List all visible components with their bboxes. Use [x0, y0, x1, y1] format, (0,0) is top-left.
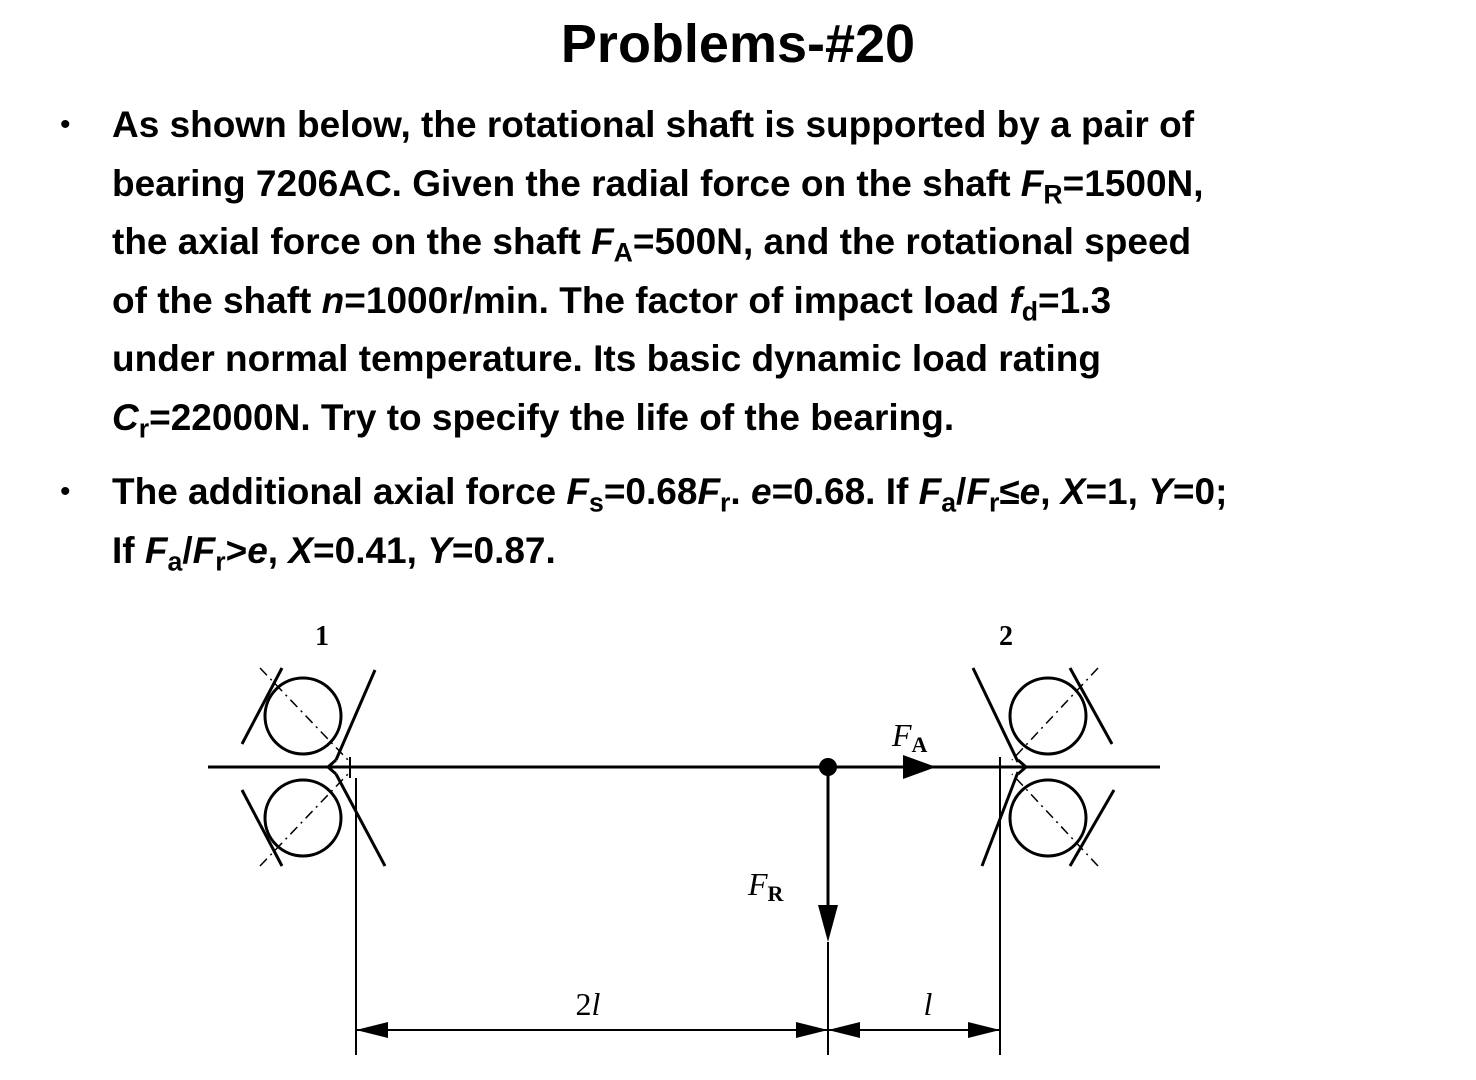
math-symbol: e: [247, 529, 268, 571]
math-symbol: f: [1009, 279, 1022, 321]
bullet-dot: •: [60, 108, 71, 141]
math-symbol: Y: [427, 529, 452, 571]
math-symbol: e: [750, 471, 772, 512]
math-symbol: C: [112, 396, 139, 438]
text-run: =1,: [1085, 471, 1149, 512]
text-run: =1500N,: [1062, 162, 1204, 204]
axial-force-arrowhead: [903, 755, 936, 779]
math-symbol: F: [144, 529, 168, 571]
subscript: s: [589, 487, 604, 518]
bullet-text: [112, 463, 1442, 580]
radial-force-arrowhead: [818, 905, 838, 942]
subscript: r: [138, 412, 150, 443]
radial-force-label: FR: [748, 866, 784, 906]
text-run: =0;: [1172, 471, 1228, 512]
text-line: [112, 96, 1442, 155]
text-run: =0.68: [603, 471, 698, 512]
dimension-left-label: 2l: [575, 986, 601, 1022]
bullet-dot: •: [60, 475, 71, 508]
text-line: [112, 272, 1442, 331]
text-line: [112, 155, 1442, 214]
math-symbol: n: [321, 279, 345, 321]
math-symbol: X: [1060, 471, 1086, 512]
text-run: the axial force on the shaft: [112, 221, 592, 262]
math-symbol: F: [192, 529, 216, 571]
shaft-diagram: [0, 600, 1476, 1070]
bearing-left-label: 1: [315, 621, 329, 652]
text-run: >: [225, 529, 248, 571]
text-line: [112, 330, 1442, 389]
text-line: [112, 463, 1442, 522]
subscript: r: [215, 545, 226, 576]
subscript: a: [167, 545, 183, 576]
text-run: .: [730, 471, 751, 512]
math-symbol: F: [566, 471, 589, 512]
text-line: [112, 522, 1442, 581]
subscript: a: [941, 487, 957, 518]
math-symbol: X: [288, 529, 314, 571]
text-run: As shown below, the rotational shaft is supported by a pair of: [112, 104, 1195, 145]
subscript: R: [1043, 178, 1063, 209]
text-run: If: [112, 529, 145, 571]
page-title: Problems-#20: [560, 14, 916, 74]
math-symbol: F: [697, 471, 721, 512]
text-run: under normal temperature. Its basic dynamic load rating: [112, 338, 1101, 379]
subscript: r: [988, 487, 1000, 518]
dimension-right-label: l: [923, 986, 933, 1022]
subscript: d: [1021, 295, 1039, 326]
dimension-left: [356, 1022, 828, 1038]
text-run: /: [182, 529, 193, 571]
bearing-right-label: 2: [999, 621, 1013, 652]
text-line: [112, 213, 1442, 272]
text-run: =500N, and the rotational speed: [632, 221, 1192, 262]
axial-force-label: FA: [892, 717, 928, 757]
bullet-text: [112, 96, 1442, 447]
subscript: r: [720, 487, 731, 518]
text-run: /: [956, 471, 967, 512]
math-symbol: F: [918, 471, 942, 512]
dimension-right: [828, 1022, 1000, 1038]
text-run: ≤: [999, 471, 1020, 512]
text-run: =0.87.: [451, 529, 556, 571]
text-run: ,: [267, 529, 289, 571]
text-run: =0.68. If: [771, 471, 919, 512]
math-symbol: Y: [1148, 471, 1173, 512]
math-symbol: e: [1019, 471, 1041, 512]
text-run: =1.3: [1038, 279, 1112, 321]
subscript: A: [613, 237, 633, 268]
text-line: [112, 389, 1442, 448]
text-run: =1000r/min. The factor of impact load: [344, 279, 1010, 321]
text-run: of the shaft: [112, 279, 322, 321]
text-run: bearing 7206AC. Given the radial force on the shaft: [112, 162, 1021, 204]
text-run: The additional axial force: [112, 471, 567, 512]
math-symbol: F: [1020, 162, 1044, 204]
text-run: ,: [1040, 471, 1061, 512]
math-symbol: F: [966, 471, 989, 512]
math-symbol: F: [591, 221, 614, 262]
text-run: =22000N. Try to specify the life of the bearing.: [149, 396, 955, 438]
text-run: =0.41,: [313, 529, 428, 571]
